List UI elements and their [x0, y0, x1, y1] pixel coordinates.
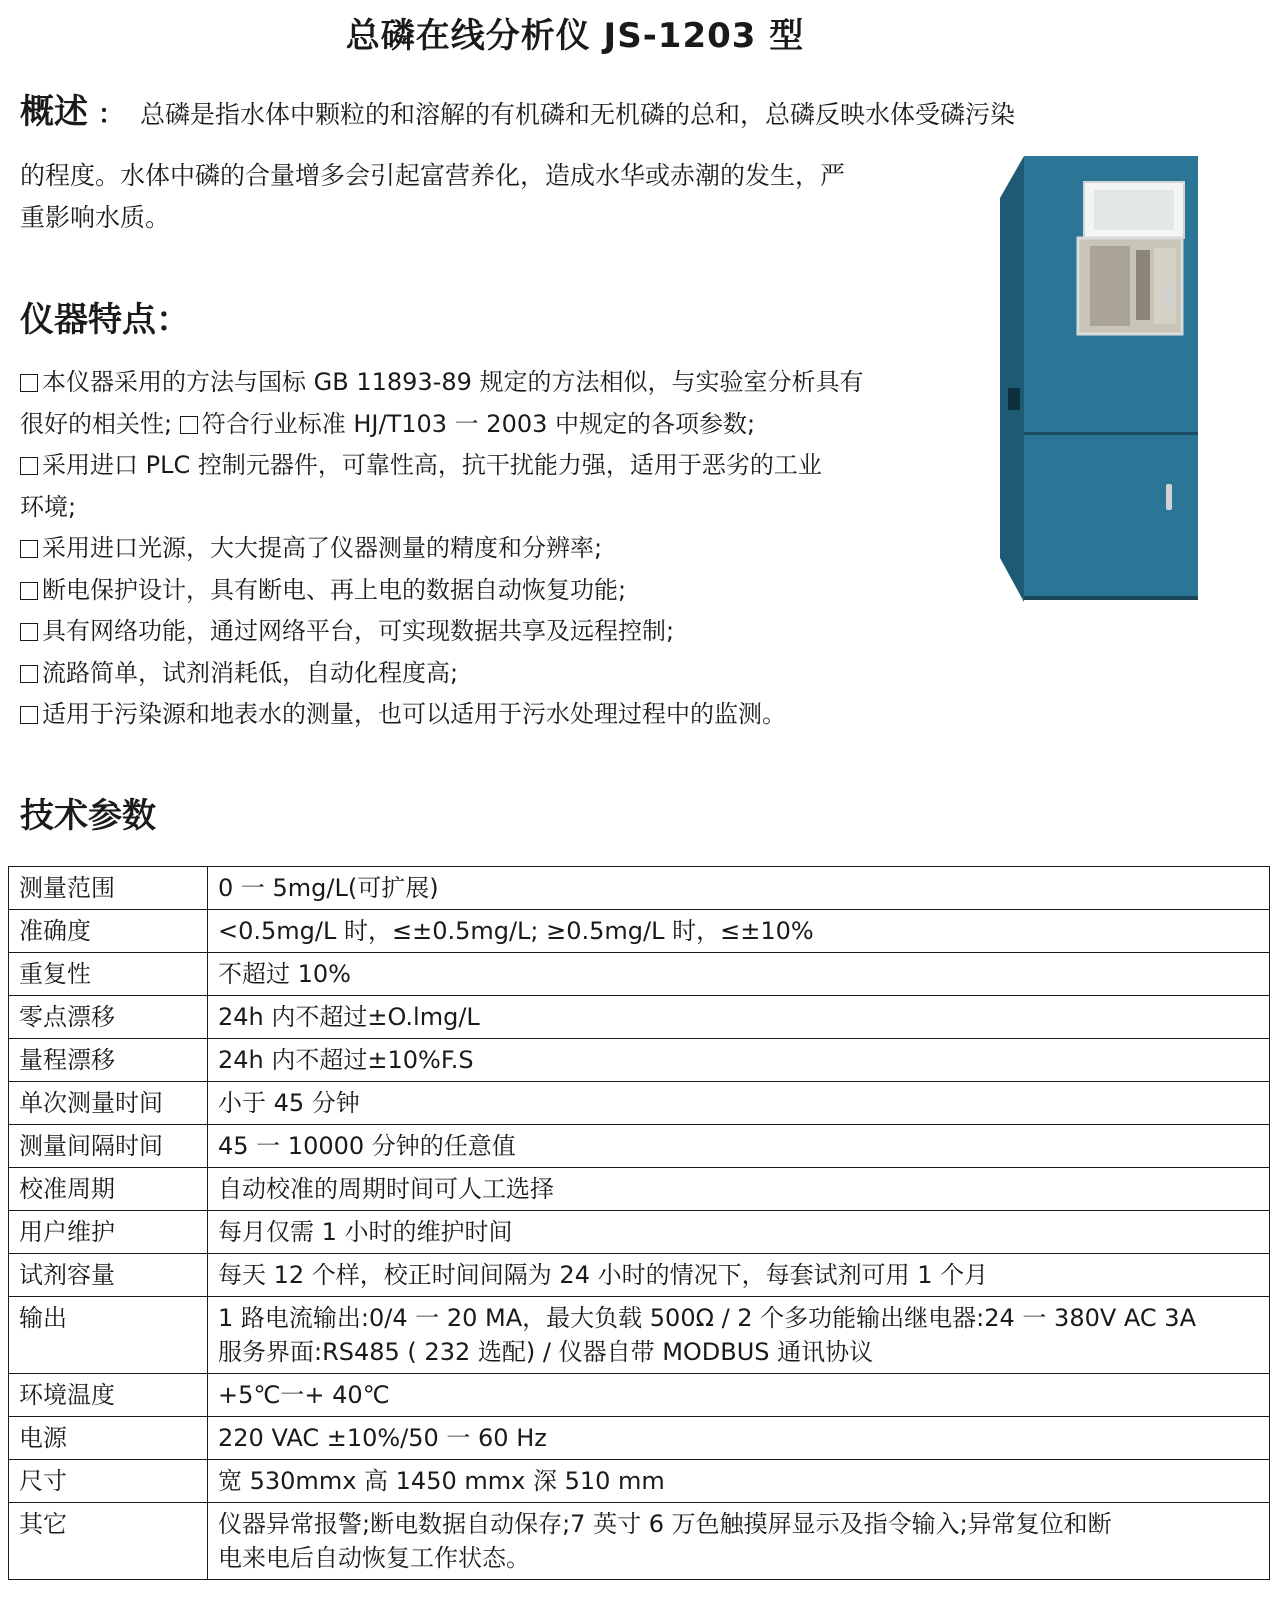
feature-item: 断电保护设计，具有断电、再上电的数据自动恢复功能;	[20, 570, 955, 612]
overview-label: 概述	[20, 92, 88, 132]
checkbox-icon	[20, 374, 38, 392]
table-row: 单次测量时间 小于 45 分钟	[9, 1082, 1270, 1125]
analyzer-cabinet-image	[1000, 150, 1200, 610]
document-title: 总磷在线分析仪 JS-1203 型	[345, 16, 805, 56]
table-row: 环境温度 +5℃一+ 40℃	[9, 1374, 1270, 1417]
overview-colon: ：	[98, 100, 125, 130]
overview-continued	[20, 155, 960, 239]
table-row: 其它 仪器异常报警;断电数据自动保存;7 英寸 6 万色触摸屏显示及指令输入;异常复位和断 电来电后自动恢复工作状态。	[9, 1503, 1270, 1580]
table-row: 尺寸 宽 530mmx 高 1450 mmx 深 510 mm	[9, 1460, 1270, 1503]
table-row: 输出 1 路电流输出:0/4 一 20 MA，最大负载 500Ω / 2 个多功能输出继电器:24 一 380V AC 3A 服务界面:RS485 ( 232 选配) / 仪器自带 MODBUS 通讯协议	[9, 1297, 1270, 1374]
table-row: 测量范围 0 一 5mg/L(可扩展)	[9, 867, 1270, 910]
table-row: 零点漂移 24h 内不超过±O.lmg/L	[9, 996, 1270, 1039]
checkbox-icon	[20, 582, 38, 600]
checkbox-icon	[20, 706, 38, 724]
overview-text-line3: 重影响水质。	[20, 203, 171, 232]
table-row: 测量间隔时间 45 一 10000 分钟的任意值	[9, 1125, 1270, 1168]
table-row: 用户维护 每月仅需 1 小时的维护时间	[9, 1211, 1270, 1254]
overview-text-line2: 的程度。水体中磷的合量增多会引起富营养化，造成水华或赤潮的发生，严	[20, 161, 846, 190]
table-row: 试剂容量 每天 12 个样，校正时间间隔为 24 小时的情况下，每套试剂可用 1 个月	[9, 1254, 1270, 1297]
feature-item: 采用进口光源，大大提高了仪器测量的精度和分辨率;	[20, 528, 955, 570]
table-row: 量程漂移 24h 内不超过±10%F.S	[9, 1039, 1270, 1082]
overview-first-line	[20, 90, 1130, 137]
table-row: 电源 220 VAC ±10%/50 一 60 Hz	[9, 1417, 1270, 1460]
checkbox-icon	[180, 416, 198, 434]
table-row: 准确度 <0.5mg/L 时，≤±0.5mg/L; ≥0.5mg/L 时，≤±10%	[9, 910, 1270, 953]
spec-heading: 技术参数	[20, 796, 156, 836]
table-row: 校准周期 自动校准的周期时间可人工选择	[9, 1168, 1270, 1211]
feature-item-continued: 环境;	[20, 492, 77, 521]
feature-item: 很好的相关性; 符合行业标准 HJ/T103 一 2003 中规定的各项参数;	[20, 409, 756, 438]
checkbox-icon	[20, 623, 38, 641]
features-heading: 仪器特点：	[20, 300, 190, 340]
checkbox-icon	[20, 457, 38, 475]
feature-item: 具有网络功能，通过网络平台，可实现数据共享及远程控制;	[20, 611, 955, 653]
checkbox-icon	[20, 665, 38, 683]
spec-table	[8, 866, 1270, 1580]
feature-item: 适用于污染源和地表水的测量，也可以适用于污水处理过程中的监测。	[20, 694, 955, 736]
checkbox-icon	[20, 540, 38, 558]
features-list	[20, 362, 955, 736]
feature-item: 本仪器采用的方法与国标 GB 11893-89 规定的方法相似，与实验室分析具有	[20, 362, 955, 404]
feature-item: 流路简单，试剂消耗低，自动化程度高;	[20, 653, 955, 695]
feature-item: 采用进口 PLC 控制元器件，可靠性高，抗干扰能力强，适用于恶劣的工业	[20, 445, 955, 487]
table-row: 重复性 不超过 10%	[9, 953, 1270, 996]
overview-text-line1: 总磷是指水体中颗粒的和溶解的有机磷和无机磷的总和，总磷反映水体受磷污染	[140, 100, 1016, 129]
